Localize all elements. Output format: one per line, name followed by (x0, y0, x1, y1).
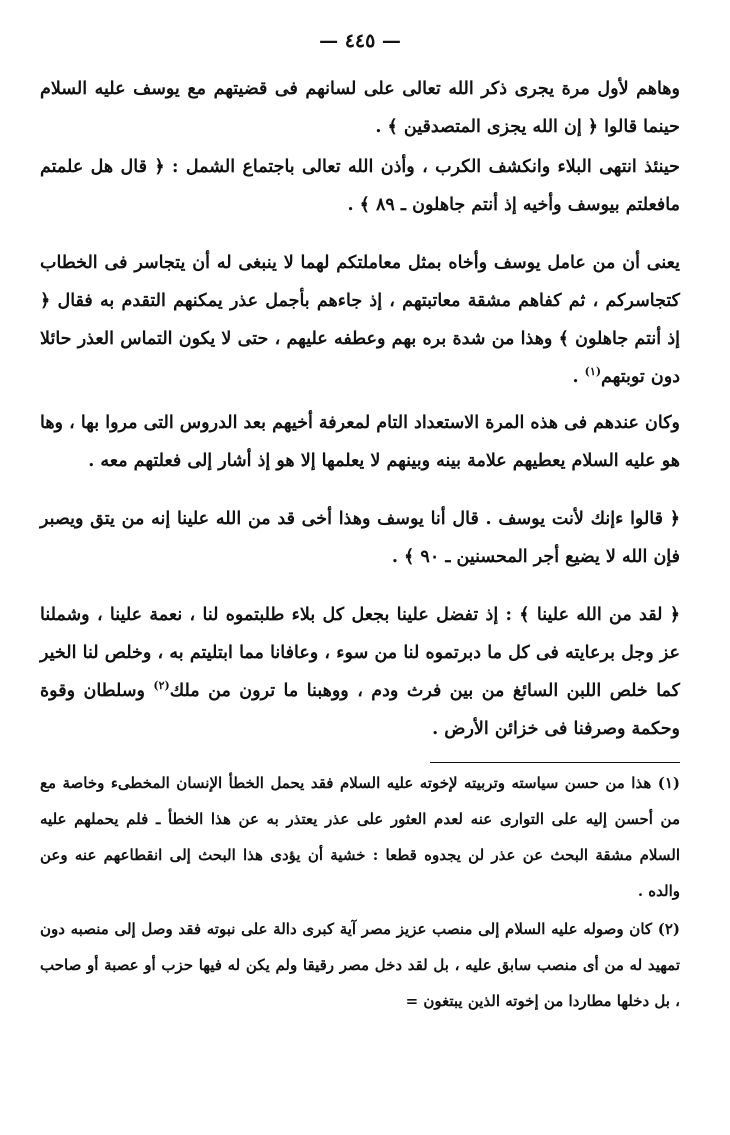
footnote-2: (٢) كان وصوله عليه السلام إلى منصب عزيز مصر آية كبرى دالة على نبوته فقد وصل إلى منصبه دون تمهيد له من أى منصب سابق عليه ، بل لقد دخل مصر رقيقا ولم يكن له فيها حزب أو عصبة أو صاحب ، بل دخلها مطاردا من إخوته الذين يبتغون = (40, 920, 680, 1010)
paragraph-2: حينئذ انتهى البلاء وانكشف الكرب ، وأذن الله تعالى باجتماع الشمل : ﴿ قال هل علمتم مافعلتم بيوسف وأخيه إذ أنتم جاهلون ـ ٨٩ ﴾ . (40, 157, 680, 215)
paragraph-6-end: وسلطان وقوة وحكمة وصرفنا فى خزائن الأرض . (40, 681, 680, 739)
paragraph-5-verse: ﴿ قالوا ءإنك لأنت يوسف . قال أنا يوسف وهذا أخى قد من الله علينا إنه من يتق ويصبر فإن الله لا يضيع أجر المحسنين ـ ٩٠ ﴾ . (40, 509, 680, 567)
footnote-ref-2: (٢) (153, 679, 170, 693)
paragraph-6 (40, 596, 680, 748)
footnote-ref-1: (١) (584, 365, 602, 379)
paragraph-6-text: ﴿ لقد من الله علينا ﴾ : إذ تفضل علينا بجعل كل بلاء طلبتموه لنا ، نعمة علينا ، وشملنا عز وجل برعايته فى كل ما دبرتموه لنا من سوء ، وعافانا مما ابتليتم به ، وخلص لنا الخير كما خلص اللبن السائغ من بين فرث ودم ، ووهبنا ما ترون من ملك (40, 605, 680, 701)
paragraph-3-end: . (572, 367, 585, 387)
book-page (0, 30, 730, 1135)
paragraph-4: وكان عندهم فى هذه المرة الاستعداد التام لمعرفة أخيهم بعد الدروس التى مروا بها ، وها هو عليه السلام يعطيهم علامة بينه وبينهم لا يعلمها إلا هو إذ أشار إلى فعلتهم معه . (40, 413, 680, 471)
footnote-1: (١) هذا من حسن سياسته وتربيته لإخوته عليه السلام فقد يحمل الخطأ الإنسان المخطىء وخاصة مع من أحسن إليه على التوارى عنه لعدم العثور على عذر يعتذر به عن هذا الخطأ ـ فلم يحملهم عليه السلام مشقة البحث عن عذر لن يجدوه قطعا : خشية أن يؤدى هذا البحث إلى انقطاعهم عنه وعن والده . (40, 774, 680, 900)
paragraph-1: وهاهم لأول مرة يجرى ذكر الله تعالى على لسانهم فى قضيتهم مع يوسف عليه السلام حينما قالوا ﴿ إن الله يجزى المتصدقين ﴾ . (40, 79, 680, 137)
paragraph-3 (40, 244, 680, 396)
footnote-divider (430, 762, 680, 763)
page-number: — ٤٤٥ — (319, 30, 401, 52)
paragraph-3-text: يعنى أن من عامل يوسف وأخاه بمثل معاملتكم لهما لا ينبغى له أن يتجاسر فى الخطاب كتجاسركم ، ثم كفاهم مشقة معاتبتهم ، إذ جاءهم بأجمل عذر يمكنهم التقدم به فقال ﴿ إذ أنتم جاهلون ﴾ وهذا من شدة بره بهم وعطفه عليهم ، حتى لا يكون التماس العذر حائلا دون توبتهم (40, 253, 680, 387)
